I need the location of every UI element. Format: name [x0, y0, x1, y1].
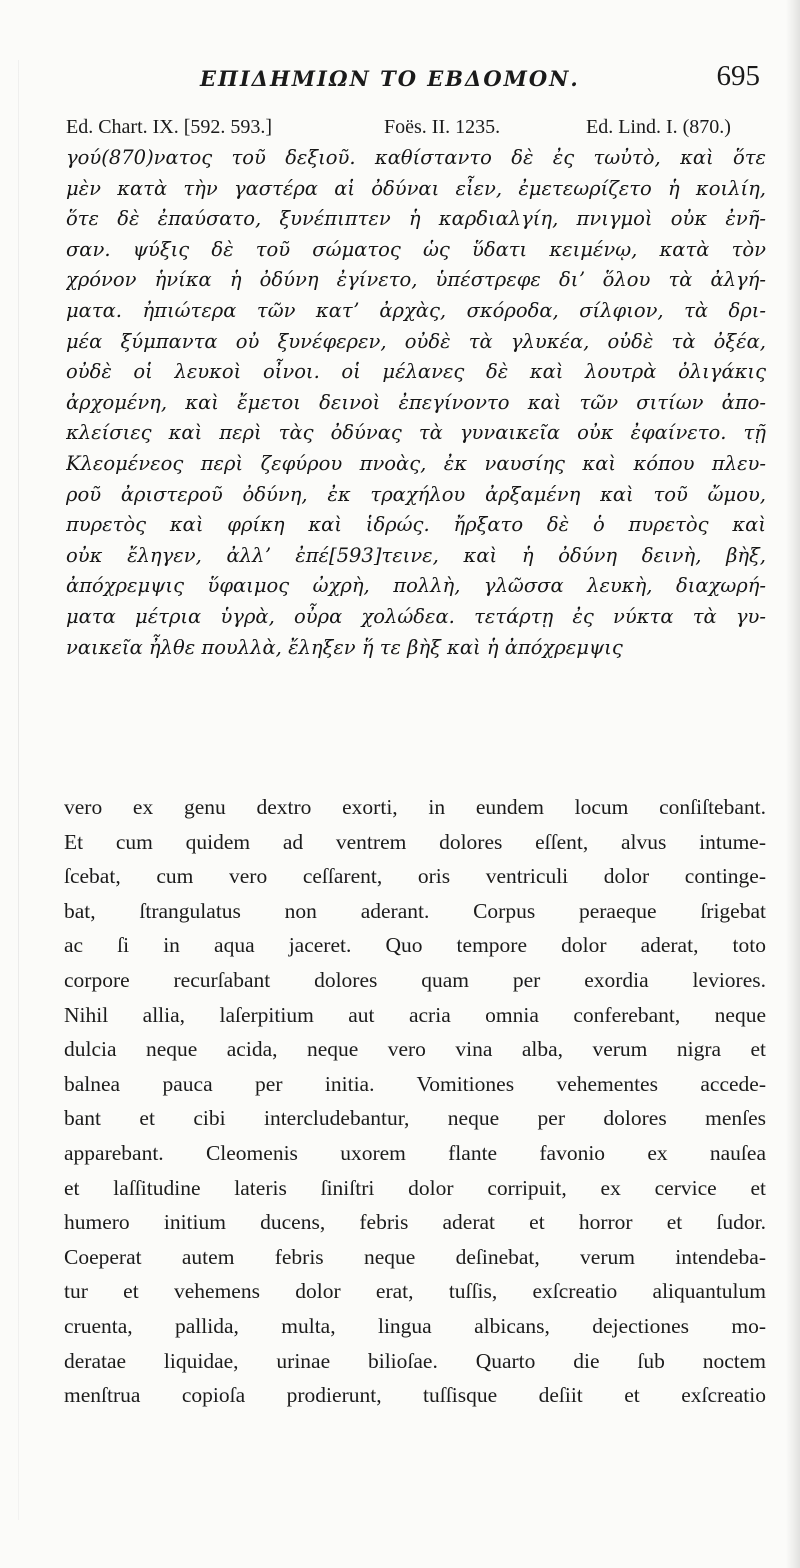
latin-text-block [64, 790, 766, 1413]
edition-chart-ref: Ed. Chart. IX. [592. 593.] [66, 116, 273, 138]
greek-text-line: μὲν κατὰ τὴν γαστέρα αἱ ὀδύναι εἶεν, ἐμετεωρίζετο ἡ κοιλίη, [66, 176, 766, 200]
page-fold-line [18, 60, 19, 1520]
latin-text-line: balnea pauca per initia. Vomitiones vehementes accede- [64, 1071, 766, 1096]
greek-text-line: κλείσιες καὶ περὶ τὰς ὀδύνας τὰ γυναικεῖα οὐκ ἐφαίνετο. τῇ [66, 421, 766, 445]
latin-text-line: Nihil allia, laſerpitium aut acria omnia conferebant, neque [64, 1002, 766, 1027]
running-title: ΕΠΙΔΗΜΙΩΝ ΤΟ ΕΒΔΟΜΟΝ. [200, 66, 580, 91]
greek-text-line: ροῦ ἀριστεροῦ ὀδύνη, ἐκ τραχήλου ἀρξαμένη καὶ τοῦ ὤμου, [66, 482, 766, 506]
latin-text-line: Coeperat autem febris neque deſinebat, verum intendeba- [64, 1244, 766, 1269]
edition-lind-ref: Ed. Lind. I. (870.) [586, 116, 731, 138]
latin-text-line: Et cum quidem ad ventrem dolores eſſent, alvus intume- [64, 829, 766, 854]
greek-text-line: ματα. ἠπιώτερα τῶν κατʼ ἀρχὰς, σκόροδα, σίλφιον, τὰ δρι- [66, 298, 766, 322]
greek-text-block [66, 143, 766, 663]
latin-text-line: dulcia neque acida, neque vero vina alba, verum nigra et [64, 1037, 766, 1062]
latin-text-line: ac ſi in aqua jaceret. Quo tempore dolor aderat, toto [64, 933, 766, 958]
greek-text-line: μέα ξύμπαντα οὐ ξυνέφερεν, οὐδὲ τὰ γλυκέα, οὐδὲ τὰ ὀξέα, [66, 329, 766, 353]
greek-text-line: γού(870)νατος τοῦ δεξιοῦ. καθίσταντο δὲ ἐς τωὐτὸ, καὶ ὅτε [66, 146, 766, 169]
greek-text-line: χρόνον ἡνίκα ἡ ὀδύνη ἐγίνετο, ὑπέστρεφε διʼ ὅλου τὰ ἀλγή- [66, 268, 766, 292]
edition-foes-ref: Foës. II. 1235. [384, 116, 501, 138]
latin-text-line: humero initium ducens, febris aderat et horror et ſudor. [64, 1210, 766, 1235]
greek-text-line: ματα μέτρια ὑγρὰ, οὖρα χολώδεα. τετάρτῃ ἐς νύκτα τὰ γυ- [66, 604, 766, 628]
edition-reference-line [66, 116, 766, 146]
greek-text-line: Κλεομένεος περὶ ζεφύρου πνοὰς, ἐκ ναυσίης καὶ κόπου πλευ- [66, 451, 766, 475]
latin-text-line: tur et vehemens dolor erat, tuſſis, exſcreatio aliquantulum [64, 1279, 766, 1304]
latin-text-line: et laſſitudine lateris ſiniſtri dolor corripuit, ex cervice et [64, 1175, 766, 1200]
greek-text-line: ἀπόχρεμψις ὕφαιμος ὠχρὴ, πολλὴ, γλῶσσα λευκὴ, διαχωρή- [66, 574, 766, 598]
latin-text-line: corpore recurſabant dolores quam per exordia leviores. [64, 967, 766, 992]
greek-text-line: οὐδὲ οἱ λευκοὶ οἶνοι. οἱ μέλανες δὲ καὶ λουτρὰ ὀλιγάκις [66, 360, 766, 384]
page-edge-shadow [786, 0, 800, 1568]
greek-text-line: οὐκ ἔληγεν, ἀλλʼ ἐπέ[593]τεινε, καὶ ἡ ὀδύνη δεινὴ, βὴξ, [66, 543, 766, 567]
latin-text-line: bant et cibi intercludebantur, neque per dolores menſes [64, 1106, 766, 1131]
greek-text-line: ὅτε δὲ ἐπαύσατο, ξυνέπιπτεν ἡ καρδιαλγίη, πνιγμοὶ οὐκ ἐνῆ- [66, 207, 766, 231]
page-number: 695 [716, 60, 760, 92]
running-head [200, 60, 760, 106]
latin-text-line: menſtrua copioſa prodierunt, tuſſisque deſiit et exſcreatio [64, 1383, 766, 1408]
latin-text-line: deratae liquidae, urinae bilioſae. Quarto die ſub noctem [64, 1348, 766, 1373]
latin-text-line: cruenta, pallida, multa, lingua albicans, dejectiones mo- [64, 1313, 766, 1338]
greek-text-line: σαν. ψύξις δὲ τοῦ σώματος ὡς ὕδατι κειμένῳ, κατὰ τὸν [66, 237, 766, 261]
latin-text-line: ſcebat, cum vero ceſſarent, oris ventriculi dolor continge- [64, 864, 766, 889]
latin-text-line: vero ex genu dextro exorti, in eundem locum conſiſtebant. [64, 795, 766, 819]
greek-text-line: πυρετὸς καὶ φρίκη καὶ ἱδρώς. ἤρξατο δὲ ὁ πυρετὸς καὶ [66, 513, 766, 537]
greek-text-line: ἀρχομένη, καὶ ἔμετοι δεινοὶ ἐπεγίνοντο καὶ τῶν σιτίων ἀπο- [66, 390, 766, 414]
greek-text-line: ναικεῖα ἦλθε πουλλὰ, ἔληξεν ἥ τε βὴξ καὶ ἡ ἀπόχρεμψις [66, 635, 623, 659]
latin-text-line: bat, ſtrangulatus non aderant. Corpus peraeque ſrigebat [64, 898, 766, 923]
latin-text-line: apparebant. Cleomenis uxorem flante favonio ex nauſea [64, 1140, 766, 1165]
